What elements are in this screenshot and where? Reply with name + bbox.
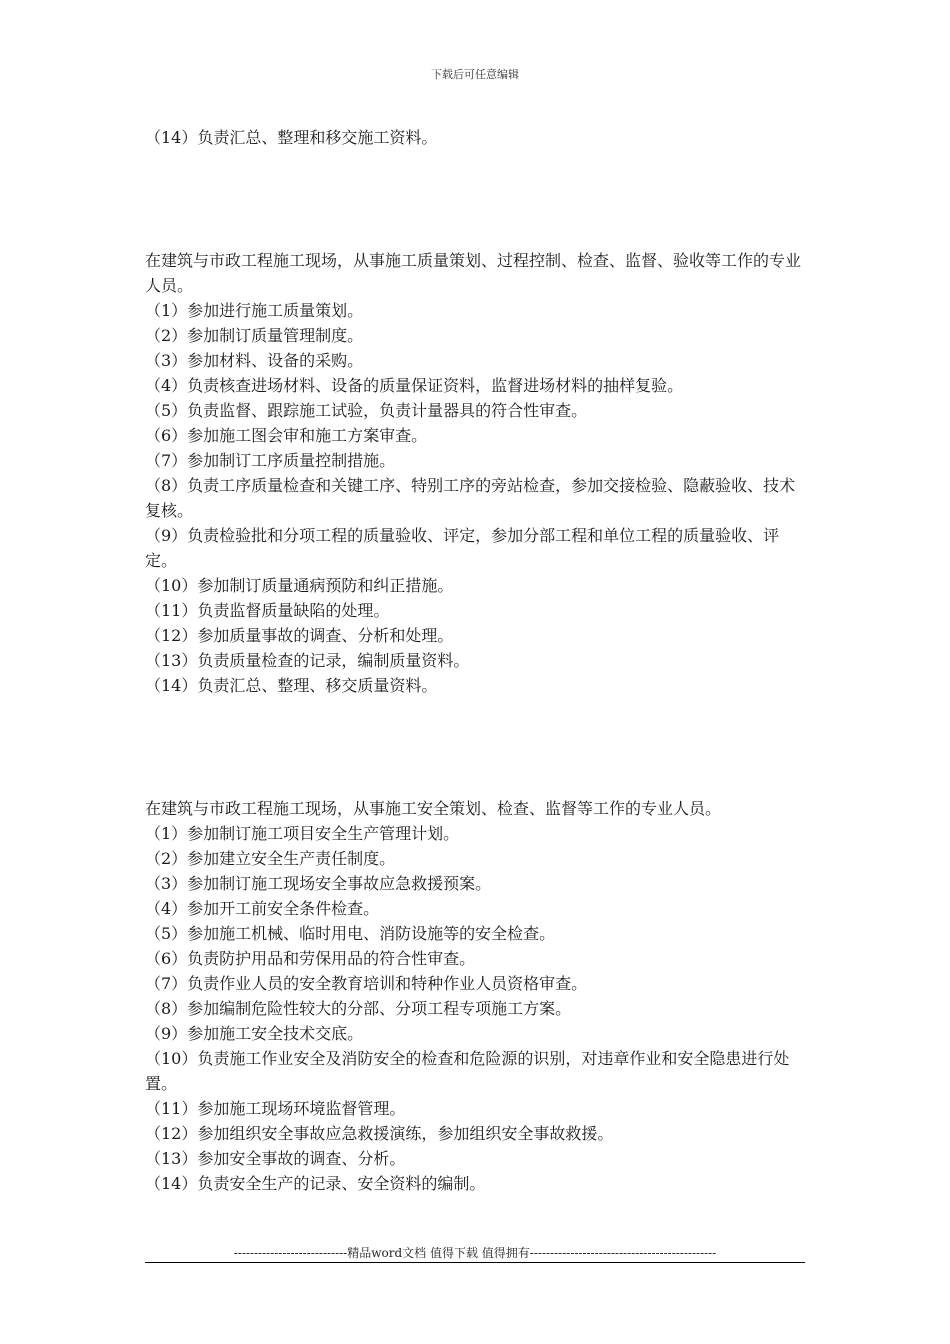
list-item: （12）参加质量事故的调查、分析和处理。 xyxy=(145,626,454,645)
list-item: （6）参加施工图会审和施工方案审查。 xyxy=(145,426,428,445)
list-item: （4）参加开工前安全条件检查。 xyxy=(145,899,380,918)
list-item: （13）负责质量检查的记录，编制质量资料。 xyxy=(145,651,470,670)
safety-section xyxy=(145,796,810,1196)
safety-intro: 在建筑与市政工程施工现场，从事施工安全策划、检查、监督等工作的专业人员。 xyxy=(145,799,722,818)
list-item: （14）负责安全生产的记录、安全资料的编制。 xyxy=(145,1174,486,1193)
list-item: （1）参加进行施工质量策划。 xyxy=(145,301,364,320)
page-footer-text: ----------------------------精品word文档 值得下载 值得拥有---------------------------------------------- xyxy=(233,1246,717,1260)
previous-section-tail xyxy=(145,125,810,150)
list-item: （11）参加施工现场环境监督管理。 xyxy=(145,1099,406,1118)
list-item: （9）参加施工安全技术交底。 xyxy=(145,1024,364,1043)
list-item: （2）参加制订质量管理制度。 xyxy=(145,326,364,345)
list-item: （14）负责汇总、整理、移交质量资料。 xyxy=(145,676,438,695)
list-item: （2）参加建立安全生产责任制度。 xyxy=(145,849,396,868)
footer-divider xyxy=(145,1262,805,1263)
page-header-note: 下载后可任意编辑 xyxy=(431,68,519,81)
list-item: （4）负责核查进场材料、设备的质量保证资料，监督进场材料的抽样复验。 xyxy=(145,376,684,395)
list-item: （6）负责防护用品和劳保用品的符合性审查。 xyxy=(145,949,476,968)
list-item: （10）负责施工作业安全及消防安全的检查和危险源的识别，对违章作业和安全隐患进行处置。 xyxy=(145,1049,790,1093)
list-item: （5）负责监督、跟踪施工试验，负责计量器具的符合性审查。 xyxy=(145,401,588,420)
list-item: （7）负责作业人员的安全教育培训和特种作业人员资格审查。 xyxy=(145,974,588,993)
list-item: （10）参加制订质量通病预防和纠正措施。 xyxy=(145,576,454,595)
list-item: （8）参加编制危险性较大的分部、分项工程专项施工方案。 xyxy=(145,999,572,1018)
list-item: （3）参加制订施工现场安全事故应急救援预案。 xyxy=(145,874,492,893)
list-item: （12）参加组织安全事故应急救援演练，参加组织安全事故救援。 xyxy=(145,1124,614,1143)
list-item: （8）负责工序质量检查和关键工序、特别工序的旁站检查，参加交接检验、隐蔽验收、技术复核。 xyxy=(145,476,796,520)
list-item: （3）参加材料、设备的采购。 xyxy=(145,351,364,370)
list-item: （1）参加制订施工项目安全生产管理计划。 xyxy=(145,824,460,843)
quality-section xyxy=(145,248,810,698)
list-item: （5）参加施工机械、临时用电、消防设施等的安全检查。 xyxy=(145,924,556,943)
list-item: （13）参加安全事故的调查、分析。 xyxy=(145,1149,406,1168)
list-item: （11）负责监督质量缺陷的处理。 xyxy=(145,601,390,620)
quality-intro: 在建筑与市政工程施工现场，从事施工质量策划、过程控制、检查、监督、验收等工作的专业人员。 xyxy=(145,251,802,295)
list-item: （9）负责检验批和分项工程的质量验收、评定，参加分部工程和单位工程的质量验收、评定。 xyxy=(145,526,780,570)
list-item: （14）负责汇总、整理和移交施工资料。 xyxy=(145,128,438,147)
list-item: （7）参加制订工序质量控制措施。 xyxy=(145,451,396,470)
